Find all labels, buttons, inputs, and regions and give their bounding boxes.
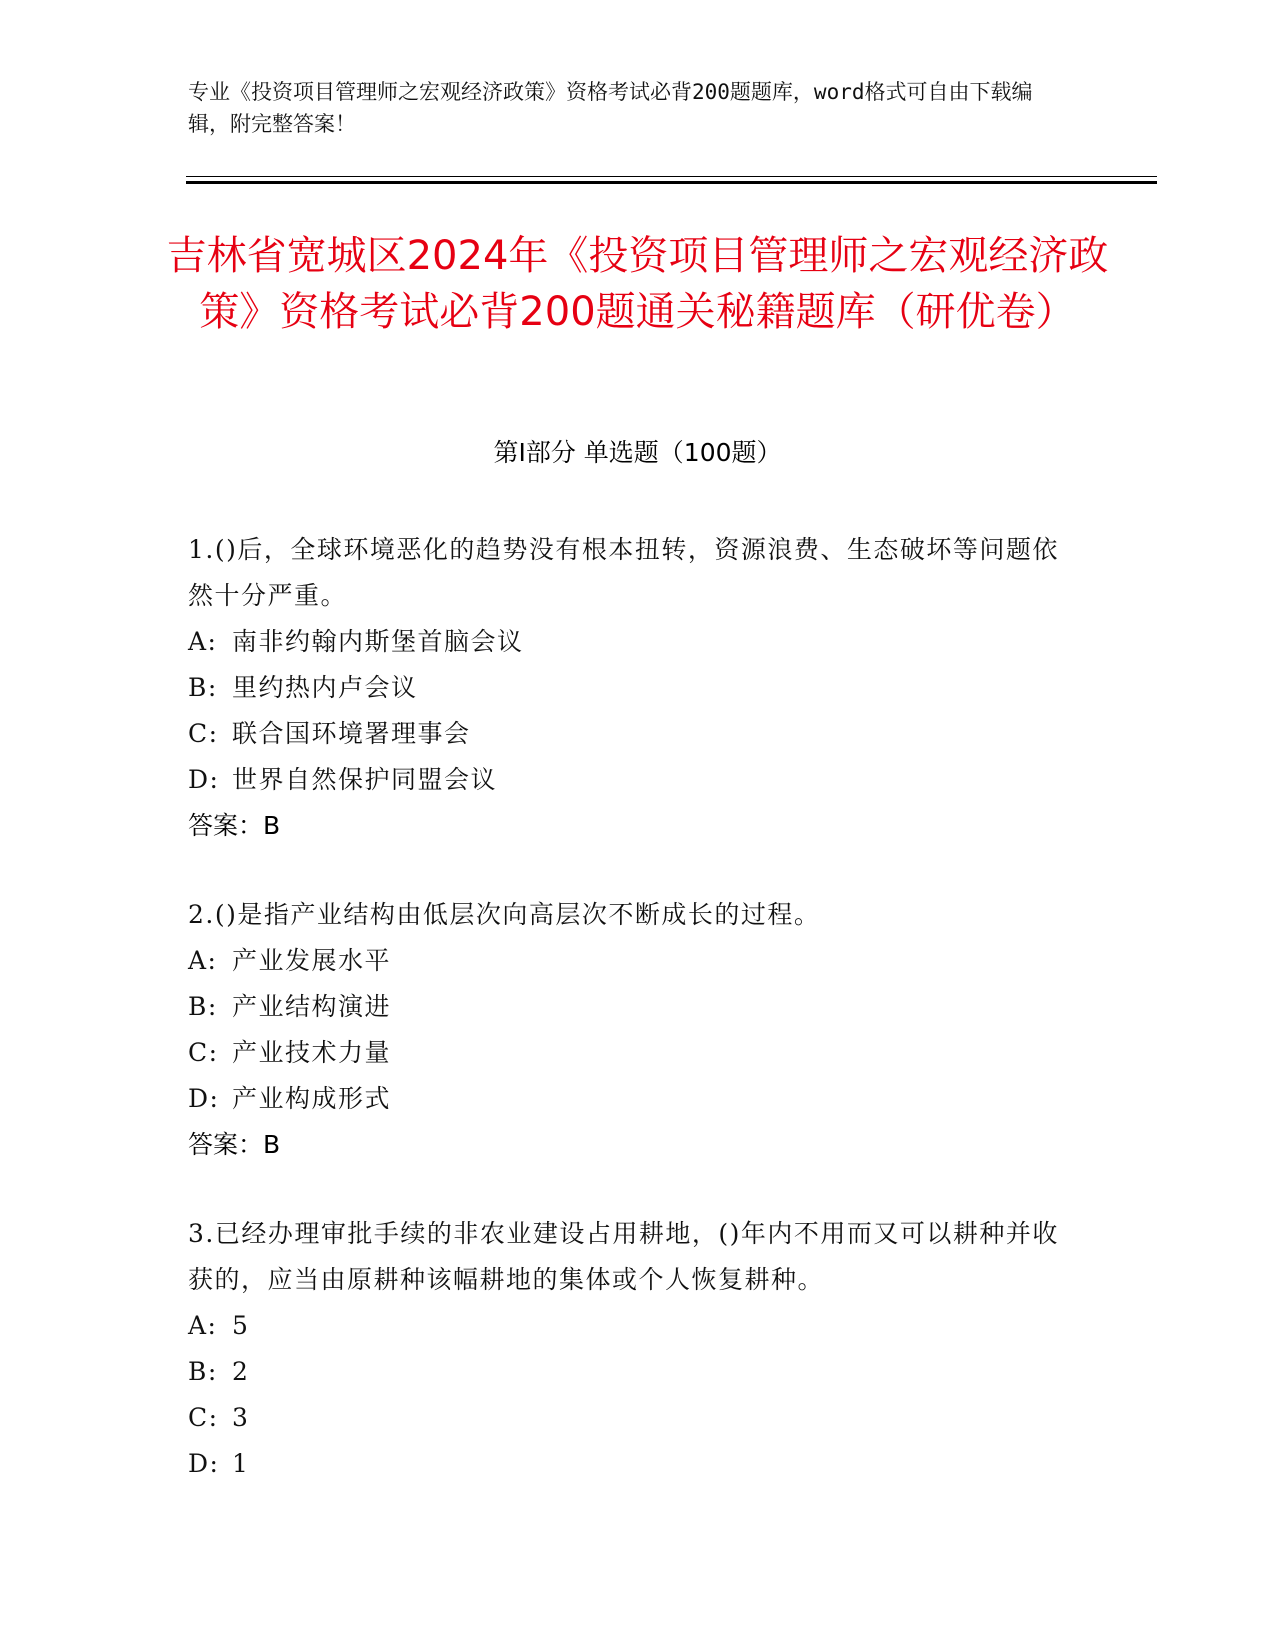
option-key: A: [188, 1311, 218, 1340]
option-a [188, 1303, 1068, 1349]
option-key: A: [188, 946, 218, 975]
option-text: 产业构成形式 [232, 1084, 392, 1113]
option-b [188, 1349, 1068, 1395]
option-b [188, 665, 1068, 711]
option-text: 2 [232, 1357, 250, 1386]
option-text: 1 [232, 1449, 250, 1478]
question-stem: 3.已经办理审批手续的非农业建设占用耕地，()年内不用而又可以耕种并收获的，应当由原耕种该幅耕地的集体或个人恢复耕种。 [188, 1219, 1059, 1294]
question-1 [188, 527, 1068, 849]
option-a [188, 619, 1068, 665]
question-list [188, 527, 1068, 1530]
option-key: C: [188, 1038, 219, 1067]
header-divider-thick [186, 181, 1157, 184]
option-b [188, 984, 1068, 1030]
option-key: D: [188, 1084, 220, 1113]
option-key: B: [188, 673, 218, 702]
option-text: 里约热内卢会议 [232, 673, 418, 702]
option-text: 产业发展水平 [232, 946, 392, 975]
option-text: 产业技术力量 [232, 1038, 392, 1067]
question-stem: 2.()是指产业结构由低层次向高层次不断成长的过程。 [188, 900, 821, 929]
option-key: B: [188, 1357, 218, 1386]
option-a [188, 938, 1068, 984]
option-d [188, 1441, 1068, 1487]
option-key: D: [188, 765, 220, 794]
option-key: A: [188, 627, 218, 656]
question-3 [188, 1211, 1068, 1487]
option-text: 联合国环境署理事会 [232, 719, 471, 748]
option-c [188, 1030, 1068, 1076]
option-text: 3 [232, 1403, 250, 1432]
option-d [188, 1076, 1068, 1122]
option-key: D: [188, 1449, 220, 1478]
answer-line: 答案：B [188, 1130, 281, 1159]
option-text: 南非约翰内斯堡首脑会议 [232, 627, 524, 656]
option-c [188, 711, 1068, 757]
option-text: 产业结构演进 [232, 992, 392, 1021]
answer-line: 答案：B [188, 811, 281, 840]
question-stem: 1.()后，全球环境恶化的趋势没有根本扭转，资源浪费、生态破坏等问题依然十分严重。 [188, 535, 1059, 610]
header-note: 专业《投资项目管理师之宏观经济政策》资格考试必背200题题库，word格式可自由下载编辑，附完整答案！ [188, 80, 1033, 136]
section-title: 第Ⅰ部分 单选题（100题） [493, 438, 782, 467]
option-text: 5 [232, 1311, 250, 1340]
option-text: 世界自然保护同盟会议 [232, 765, 498, 794]
option-key: C: [188, 719, 219, 748]
option-key: B: [188, 992, 218, 1021]
option-d [188, 757, 1068, 803]
option-key: C: [188, 1403, 219, 1432]
header-divider-thin [186, 176, 1157, 177]
document-title: 吉林省宽城区2024年《投资项目管理师之宏观经济政策》资格考试必背200题通关秘籍题库（研优卷） [166, 233, 1109, 335]
option-c [188, 1395, 1068, 1441]
question-2 [188, 892, 1068, 1168]
